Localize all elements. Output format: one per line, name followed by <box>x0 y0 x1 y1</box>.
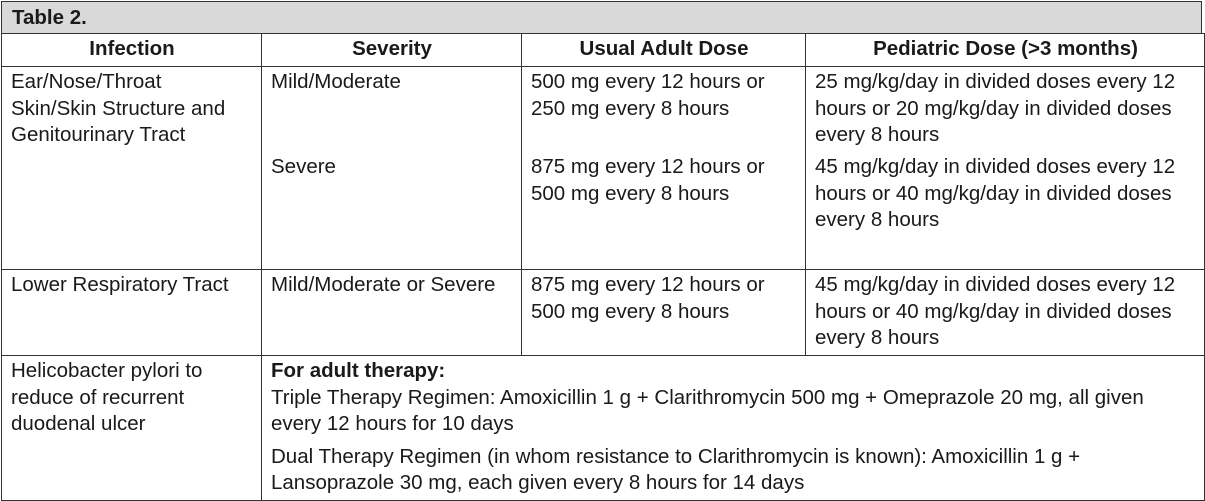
adult-dose-cell <box>522 67 806 270</box>
pediatric-dose-text: 45 mg/kg/day in divided doses every 12 hours or 40 mg/kg/day in divided doses every 8 hours <box>815 155 1176 231</box>
adult-dose-text: 500 mg every 12 hours or 250 mg every 8 hours <box>531 70 765 120</box>
severity-text: Severe <box>271 155 336 178</box>
pediatric-dose-cell <box>806 67 1205 270</box>
adult-dose-cell: 875 mg every 12 hours or 500 mg every 8 hours <box>522 270 806 356</box>
header-infection: Infection <box>2 34 262 67</box>
infection-cell: Lower Respiratory Tract <box>2 270 262 356</box>
infection-cell: Helicobacter pylori to reduce of recurrent duodenal ulcer <box>2 356 262 501</box>
table-row <box>2 270 1205 356</box>
table-row <box>2 67 1205 270</box>
header-pediatric-dose: Pediatric Dose (>3 months) <box>806 34 1205 67</box>
infection-cell <box>2 67 262 270</box>
infection-text: Ear/Nose/Throat Skin/Skin Structure and Genitourinary Tract <box>11 70 226 146</box>
severity-cell <box>262 67 522 270</box>
header-severity: Severity <box>262 34 522 67</box>
dosage-table <box>1 33 1205 501</box>
table-row <box>2 356 1205 501</box>
severity-cell: Mild/Moderate or Severe <box>262 270 522 356</box>
triple-therapy-text: Triple Therapy Regimen: Amoxicillin 1 g + Clarithromycin 500 mg + Omeprazole 20 mg, all given every 12 hours for 10 days <box>271 385 1144 435</box>
severity-text: Mild/Moderate <box>271 70 401 93</box>
header-row <box>2 34 1205 67</box>
pediatric-dose-text: 25 mg/kg/day in divided doses every 12 hours or 20 mg/kg/day in divided doses every 8 hours <box>815 70 1176 146</box>
header-adult-dose: Usual Adult Dose <box>522 34 806 67</box>
table-caption: Table 2. <box>1 1 1202 34</box>
therapy-cell <box>262 356 1205 501</box>
pediatric-dose-cell: 45 mg/kg/day in divided doses every 12 hours or 40 mg/kg/day in divided doses every 8 hours <box>806 270 1205 356</box>
dual-therapy-text: Dual Therapy Regimen (in whom resistance to Clarithromycin is known): Amoxicillin 1 g + Lansoprazole 30 mg, each given every 8 hours for 14 days <box>271 444 1081 494</box>
therapy-heading: For adult therapy: <box>271 359 446 382</box>
adult-dose-text: 875 mg every 12 hours or 500 mg every 8 hours <box>531 155 765 205</box>
